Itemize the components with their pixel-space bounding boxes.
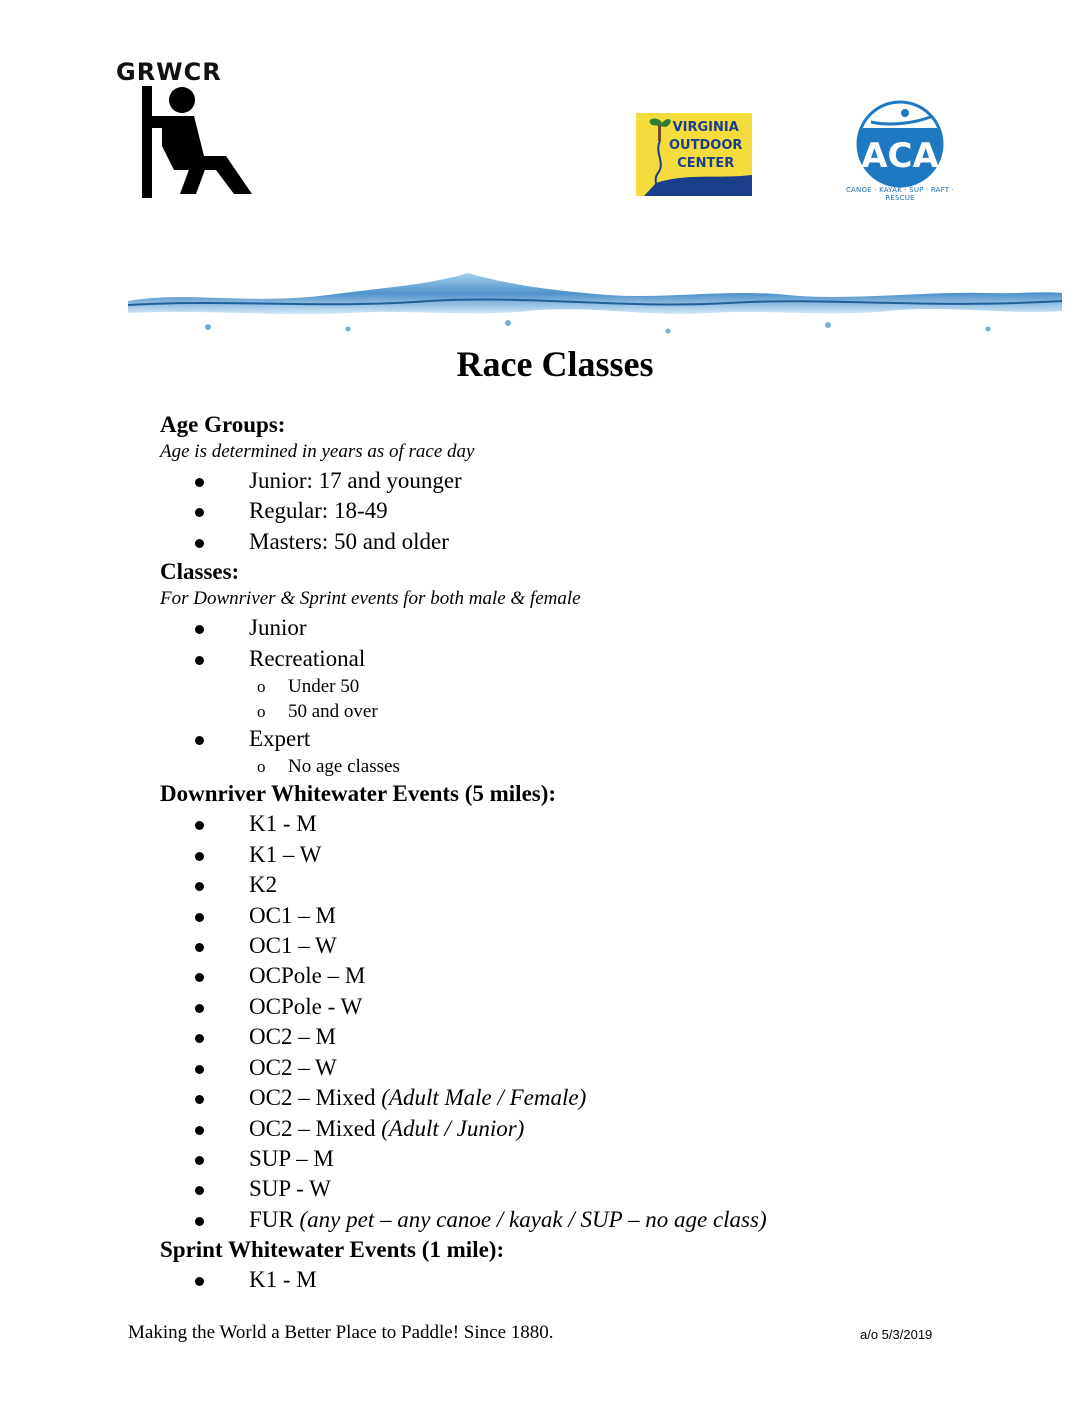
bullet-icon <box>195 1034 204 1043</box>
list-item: OC2 – M <box>160 1022 1040 1052</box>
list-item: SUP – M <box>160 1144 1040 1174</box>
list-item: OCPole – M <box>160 961 1040 991</box>
bullet-icon <box>195 508 204 517</box>
bullet-icon <box>195 1065 204 1074</box>
list-item: Expert <box>160 724 1040 754</box>
race-classes-content <box>160 410 1040 1296</box>
classes-note: For Downriver & Sprint events for both male & female <box>160 588 581 610</box>
bullet-icon <box>195 821 204 830</box>
bullet-icon <box>195 882 204 891</box>
list-item: K1 - M <box>160 809 1040 839</box>
list-item: Junior: 17 and younger <box>160 466 1040 496</box>
list-item: OC1 – W <box>160 931 1040 961</box>
bullet-icon <box>195 1277 204 1286</box>
voc-line-2: OUTDOOR <box>669 138 743 153</box>
footer-slogan: Making the World a Better Place to Paddle! Since 1880. <box>128 1322 554 1343</box>
age-groups-note: Age is determined in years as of race day <box>160 441 475 462</box>
list-item: K1 – W <box>160 840 1040 870</box>
bullet-icon <box>195 943 204 952</box>
bullet-icon <box>195 1126 204 1135</box>
aca-logo <box>843 98 957 200</box>
bullet-icon <box>195 539 204 548</box>
sprint-heading: Sprint Whitewater Events (1 mile): <box>160 1237 505 1263</box>
sublist-item: o 50 and over <box>257 701 378 723</box>
list-item: Recreational <box>160 644 1040 674</box>
bullet-icon <box>195 1095 204 1104</box>
recreational-sublist <box>160 674 1040 724</box>
page-title: Race Classes <box>456 344 654 384</box>
downriver-list <box>160 809 1040 1235</box>
bullet-icon <box>195 1156 204 1165</box>
list-item: OC1 – M <box>160 901 1040 931</box>
voc-line-1: VIRGINIA <box>672 120 739 135</box>
grwcr-logo-text: GRWCR <box>116 58 222 86</box>
bullet-icon <box>195 1186 204 1195</box>
virginia-outdoor-center-logo <box>636 113 752 196</box>
classes-list <box>160 613 1040 674</box>
bullet-icon <box>195 1217 204 1226</box>
footer-date: a/o 5/3/2019 <box>860 1327 933 1342</box>
sprint-list <box>160 1265 1040 1295</box>
circle-bullet-icon: o <box>257 757 266 777</box>
list-item: SUP - W <box>160 1174 1040 1204</box>
list-item: Masters: 50 and older <box>160 527 1040 557</box>
bullet-icon <box>195 1004 204 1013</box>
voc-line-3: CENTER <box>677 156 735 171</box>
circle-bullet-icon: o <box>257 677 266 697</box>
water-wave-divider <box>128 265 1062 345</box>
expert-sublist <box>160 754 1040 779</box>
bullet-icon <box>195 478 204 487</box>
list-item: OC2 – Mixed (Adult Male / Female) <box>160 1083 1040 1113</box>
sublist-item: o Under 50 <box>257 676 360 698</box>
sublist-item: o No age classes <box>257 756 400 778</box>
list-item: K2 <box>160 870 1040 900</box>
list-item: K1 - M <box>160 1265 1040 1295</box>
list-item: Regular: 18-49 <box>160 496 1040 526</box>
list-item: Junior <box>160 613 1040 643</box>
bullet-icon <box>195 973 204 982</box>
list-item: OC2 – Mixed (Adult / Junior) <box>160 1114 1040 1144</box>
age-groups-heading: Age Groups: <box>160 412 286 437</box>
list-item: FUR (any pet – any canoe / kayak / SUP – no age class) <box>160 1205 1040 1235</box>
bullet-icon <box>195 625 204 634</box>
age-groups-list <box>160 466 1040 557</box>
list-item: OCPole - W <box>160 992 1040 1022</box>
bullet-icon <box>195 852 204 861</box>
bullet-icon <box>195 656 204 665</box>
bullet-icon <box>195 736 204 745</box>
list-item: OC2 – W <box>160 1053 1040 1083</box>
bullet-icon <box>195 913 204 922</box>
grwcr-logo <box>116 58 276 198</box>
aca-logo-text: ACA <box>861 136 939 176</box>
classes-list-expert <box>160 724 1040 754</box>
aca-logo-subtext: CANOE · KAYAK · SUP · RAFT · RESCUE <box>845 186 955 202</box>
downriver-heading: Downriver Whitewater Events (5 miles): <box>160 781 557 807</box>
circle-bullet-icon: o <box>257 702 266 722</box>
classes-heading: Classes: <box>160 559 240 585</box>
paddler-icon <box>134 86 254 198</box>
